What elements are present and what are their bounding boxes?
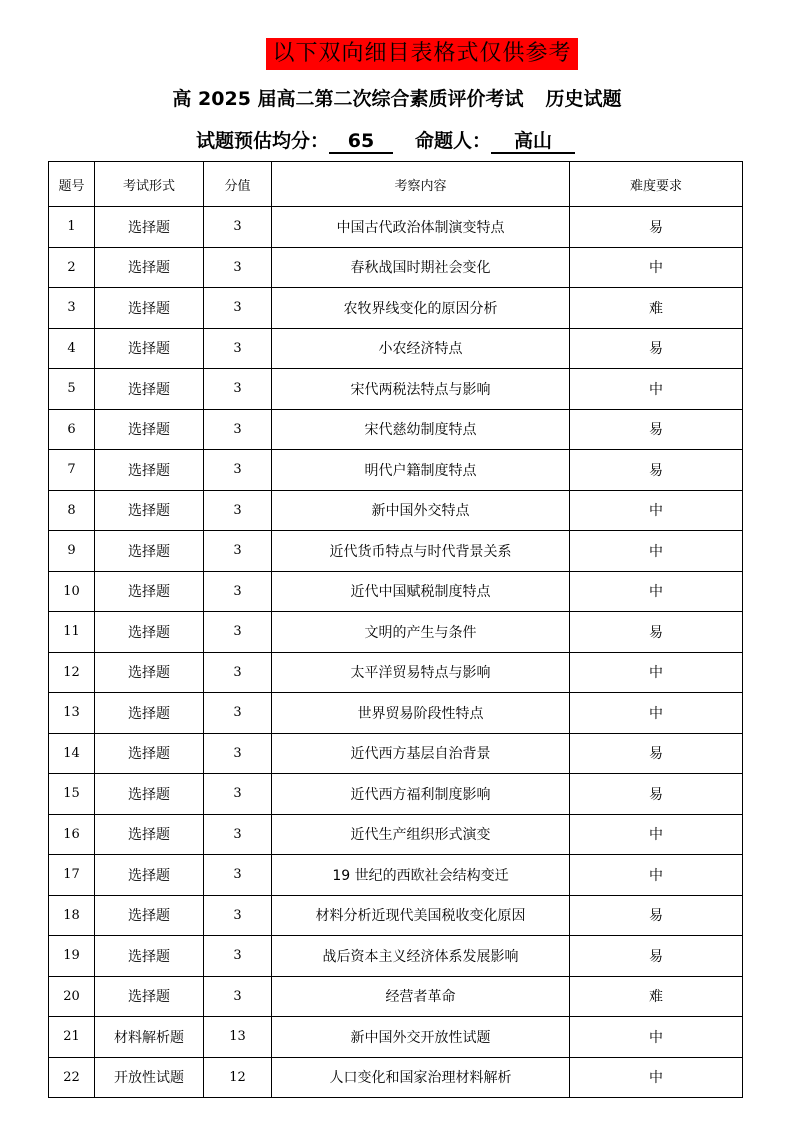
cell-format: 材料解析题	[95, 1017, 204, 1058]
cell-difficulty: 易	[570, 409, 743, 450]
table-row	[49, 976, 743, 1017]
cell-number: 12	[49, 652, 95, 693]
cell-difficulty: 易	[570, 450, 743, 491]
cell-difficulty: 中	[570, 1017, 743, 1058]
cell-content: 新中国外交开放性试题	[272, 1017, 570, 1058]
cell-format: 选择题	[95, 733, 204, 774]
cell-content: 太平洋贸易特点与影响	[272, 652, 570, 693]
cell-difficulty: 易	[570, 936, 743, 977]
cell-score: 3	[204, 976, 272, 1017]
cell-format: 选择题	[95, 247, 204, 288]
cell-format: 选择题	[95, 450, 204, 491]
cell-format: 选择题	[95, 774, 204, 815]
table-row	[49, 409, 743, 450]
cell-difficulty: 中	[570, 652, 743, 693]
cell-score: 3	[204, 693, 272, 734]
cell-number: 2	[49, 247, 95, 288]
cell-content: 春秋战国时期社会变化	[272, 247, 570, 288]
cell-format: 选择题	[95, 814, 204, 855]
cell-number: 3	[49, 288, 95, 329]
reference-banner: 以下双向细目表格式仅供参考	[266, 38, 578, 70]
cell-content: 经营者革命	[272, 976, 570, 1017]
cell-number: 7	[49, 450, 95, 491]
header-difficulty: 难度要求	[570, 162, 743, 207]
table-row	[49, 571, 743, 612]
cell-number: 21	[49, 1017, 95, 1058]
cell-number: 10	[49, 571, 95, 612]
cell-difficulty: 中	[570, 693, 743, 734]
table-row	[49, 936, 743, 977]
cell-content: 文明的产生与条件	[272, 612, 570, 653]
cell-content: 明代户籍制度特点	[272, 450, 570, 491]
table-row	[49, 895, 743, 936]
table-row	[49, 612, 743, 653]
cell-content: 宋代两税法特点与影响	[272, 369, 570, 410]
cell-format: 选择题	[95, 976, 204, 1017]
cell-score: 3	[204, 855, 272, 896]
cell-format: 选择题	[95, 328, 204, 369]
author-value: 高山	[491, 130, 575, 154]
cell-format: 选择题	[95, 571, 204, 612]
cell-difficulty: 易	[570, 895, 743, 936]
table-row	[49, 693, 743, 734]
cell-content: 人口变化和国家治理材料解析	[272, 1057, 570, 1098]
table-row	[49, 814, 743, 855]
cell-difficulty: 易	[570, 612, 743, 653]
header-format: 考试形式	[95, 162, 204, 207]
cell-difficulty: 难	[570, 976, 743, 1017]
header-content: 考察内容	[272, 162, 570, 207]
cell-content: 近代生产组织形式演变	[272, 814, 570, 855]
cell-difficulty: 易	[570, 328, 743, 369]
cell-content: 战后资本主义经济体系发展影响	[272, 936, 570, 977]
cell-number: 19	[49, 936, 95, 977]
cell-format: 选择题	[95, 288, 204, 329]
cell-score: 12	[204, 1057, 272, 1098]
cell-score: 3	[204, 450, 272, 491]
exam-title-main: 高 2025 届高二第二次综合素质评价考试	[172, 88, 524, 110]
cell-number: 1	[49, 207, 95, 248]
cell-number: 13	[49, 693, 95, 734]
cell-number: 8	[49, 490, 95, 531]
cell-number: 6	[49, 409, 95, 450]
cell-difficulty: 中	[570, 855, 743, 896]
table-row	[49, 1017, 743, 1058]
table-row	[49, 369, 743, 410]
cell-difficulty: 中	[570, 369, 743, 410]
header-number: 题号	[49, 162, 95, 207]
cell-score: 3	[204, 207, 272, 248]
cell-score: 3	[204, 369, 272, 410]
cell-difficulty: 中	[570, 490, 743, 531]
header-score: 分值	[204, 162, 272, 207]
cell-content: 农牧界线变化的原因分析	[272, 288, 570, 329]
cell-score: 3	[204, 895, 272, 936]
cell-format: 选择题	[95, 855, 204, 896]
cell-score: 3	[204, 247, 272, 288]
exam-meta	[196, 126, 575, 154]
cell-number: 16	[49, 814, 95, 855]
cell-score: 3	[204, 531, 272, 572]
exam-subject: 历史试题	[545, 88, 622, 110]
cell-number: 14	[49, 733, 95, 774]
cell-score: 3	[204, 814, 272, 855]
cell-score: 3	[204, 328, 272, 369]
table-row	[49, 652, 743, 693]
cell-number: 4	[49, 328, 95, 369]
cell-score: 3	[204, 936, 272, 977]
spec-table	[48, 161, 743, 1098]
cell-score: 3	[204, 612, 272, 653]
cell-number: 22	[49, 1057, 95, 1098]
cell-content: 近代西方福利制度影响	[272, 774, 570, 815]
table-row	[49, 207, 743, 248]
cell-difficulty: 中	[570, 1057, 743, 1098]
table-row	[49, 531, 743, 572]
cell-content: 新中国外交特点	[272, 490, 570, 531]
author-label: 命题人：	[415, 130, 492, 152]
cell-format: 选择题	[95, 207, 204, 248]
cell-content: 中国古代政治体制演变特点	[272, 207, 570, 248]
cell-format: 开放性试题	[95, 1057, 204, 1098]
cell-difficulty: 难	[570, 288, 743, 329]
table-row	[49, 855, 743, 896]
table-row	[49, 450, 743, 491]
table-row	[49, 288, 743, 329]
cell-format: 选择题	[95, 895, 204, 936]
cell-number: 17	[49, 855, 95, 896]
cell-number: 5	[49, 369, 95, 410]
cell-content: 近代货币特点与时代背景关系	[272, 531, 570, 572]
table-row	[49, 247, 743, 288]
cell-format: 选择题	[95, 652, 204, 693]
cell-score: 3	[204, 409, 272, 450]
cell-score: 3	[204, 652, 272, 693]
score-value: 65	[329, 130, 393, 154]
cell-difficulty: 中	[570, 531, 743, 572]
cell-content: 宋代慈幼制度特点	[272, 409, 570, 450]
cell-format: 选择题	[95, 531, 204, 572]
table-row	[49, 490, 743, 531]
cell-content: 材料分析近现代美国税收变化原因	[272, 895, 570, 936]
cell-difficulty: 中	[570, 814, 743, 855]
cell-format: 选择题	[95, 409, 204, 450]
exam-title	[0, 84, 794, 111]
cell-format: 选择题	[95, 490, 204, 531]
cell-format: 选择题	[95, 693, 204, 734]
cell-format: 选择题	[95, 612, 204, 653]
table-row	[49, 328, 743, 369]
cell-difficulty: 易	[570, 774, 743, 815]
cell-number: 18	[49, 895, 95, 936]
cell-difficulty: 中	[570, 571, 743, 612]
cell-content: 世界贸易阶段性特点	[272, 693, 570, 734]
cell-score: 3	[204, 733, 272, 774]
cell-content: 近代西方基层自治背景	[272, 733, 570, 774]
cell-score: 3	[204, 288, 272, 329]
cell-score: 3	[204, 490, 272, 531]
cell-format: 选择题	[95, 936, 204, 977]
score-label: 试题预估均分：	[196, 130, 330, 152]
cell-score: 3	[204, 571, 272, 612]
cell-difficulty: 易	[570, 733, 743, 774]
cell-number: 15	[49, 774, 95, 815]
cell-number: 9	[49, 531, 95, 572]
cell-content: 19 世纪的西欧社会结构变迁	[272, 855, 570, 896]
table-header-row	[49, 162, 743, 207]
cell-content: 小农经济特点	[272, 328, 570, 369]
cell-difficulty: 中	[570, 247, 743, 288]
cell-format: 选择题	[95, 369, 204, 410]
cell-score: 13	[204, 1017, 272, 1058]
table-row	[49, 1057, 743, 1098]
cell-score: 3	[204, 774, 272, 815]
table-row	[49, 774, 743, 815]
table-body	[49, 207, 743, 1098]
cell-difficulty: 易	[570, 207, 743, 248]
cell-content: 近代中国赋税制度特点	[272, 571, 570, 612]
cell-number: 11	[49, 612, 95, 653]
table-row	[49, 733, 743, 774]
cell-number: 20	[49, 976, 95, 1017]
